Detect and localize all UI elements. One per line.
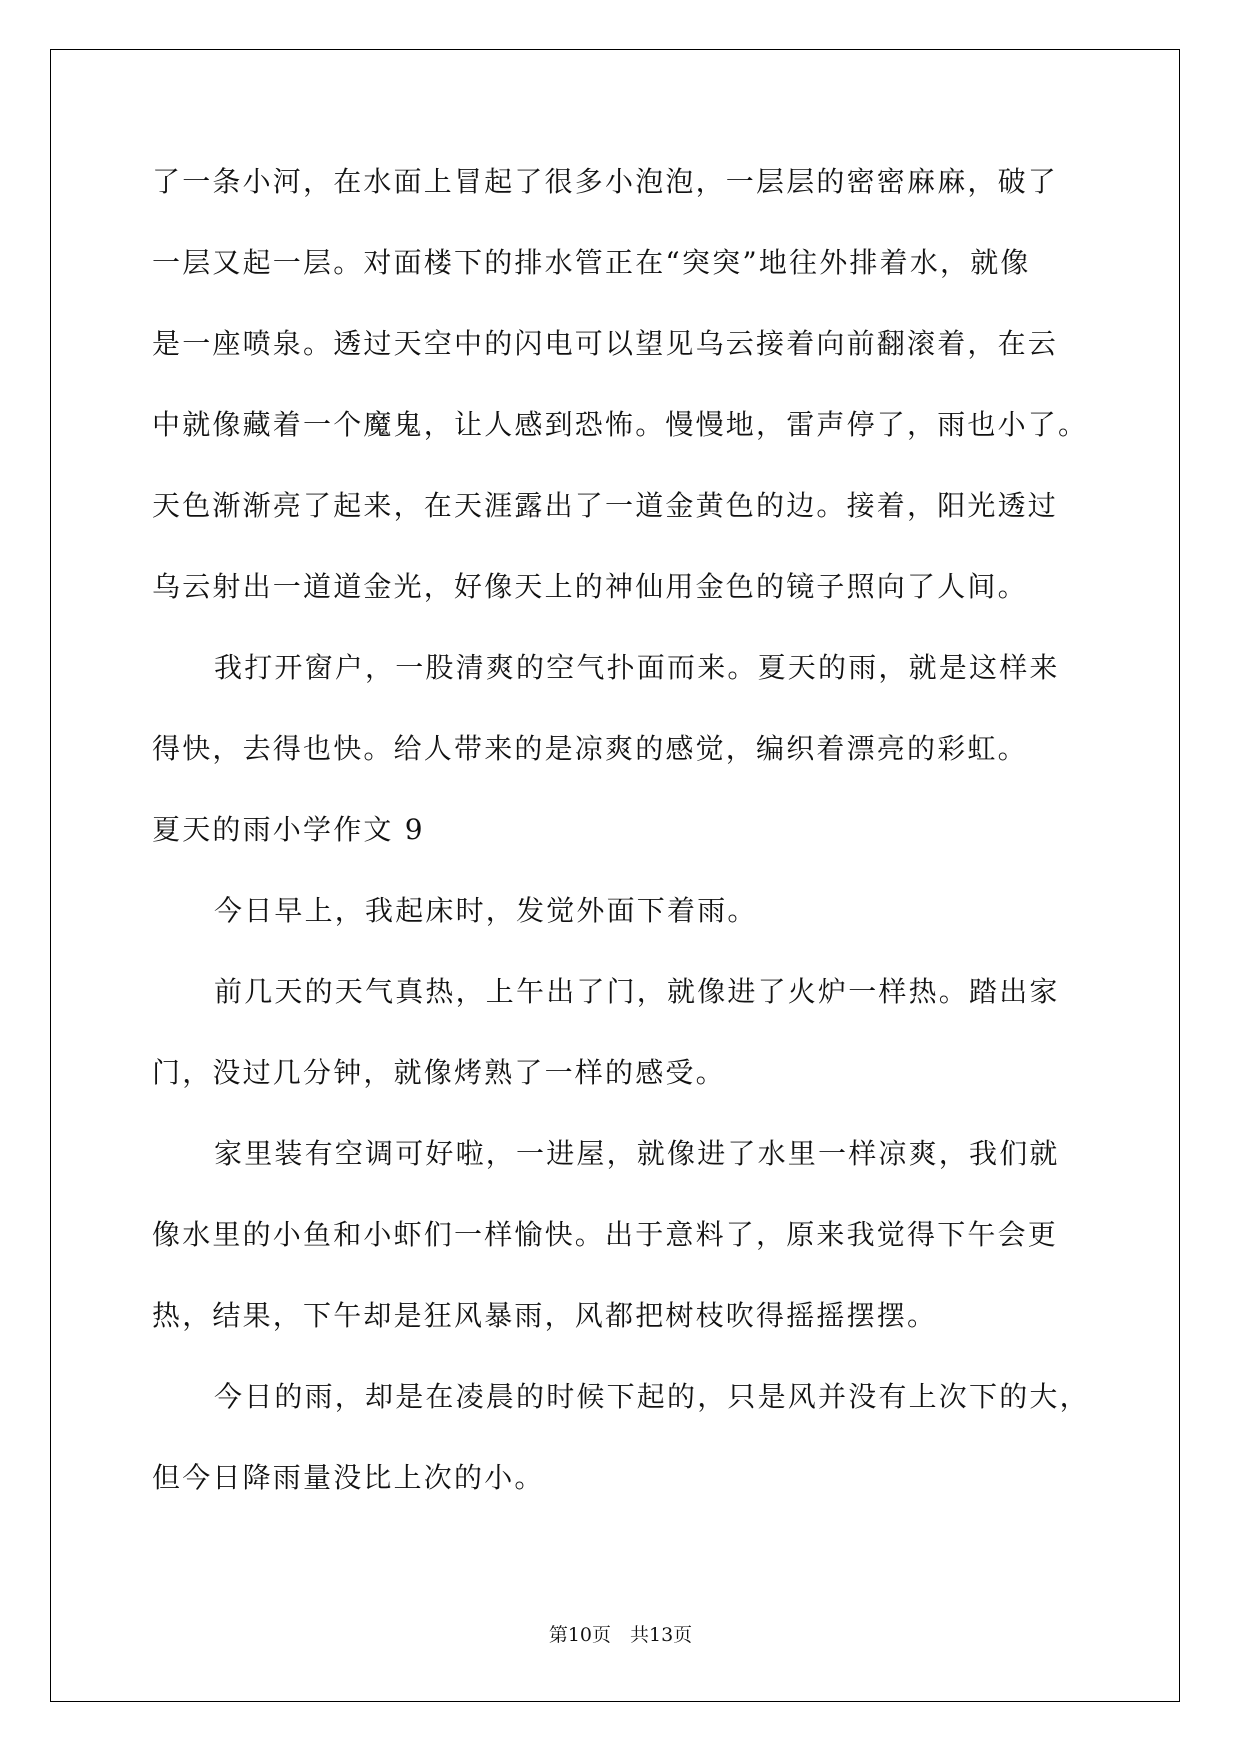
page-number: 第10页 共13页	[548, 1624, 693, 1646]
text-line: 天色渐渐亮了起来，在天涯露出了一道金黄色的边。接着，阳光透过	[152, 489, 1059, 522]
text-line: 像水里的小鱼和小虾们一样愉快。出于意料了，原来我觉得下午会更	[152, 1218, 1059, 1251]
paragraph-start: 今日早上，我起床时，发觉外面下着雨。	[214, 894, 758, 927]
text-line: 乌云射出一道道金光，好像天上的神仙用金色的镜子照向了人间。	[152, 570, 1028, 603]
text-line: 是一座喷泉。透过天空中的闪电可以望见乌云接着向前翻滚着，在云	[152, 327, 1059, 360]
paragraph-start: 家里装有空调可好啦，一进屋，就像进了水里一样凉爽，我们就	[214, 1137, 1060, 1170]
text-line: 门，没过几分钟，就像烤熟了一样的感受。	[152, 1056, 726, 1089]
text-line: 但今日降雨量没比上次的小。	[152, 1461, 545, 1494]
paragraph-start: 前几天的天气真热，上午出了门，就像进了火炉一样热。踏出家	[214, 975, 1060, 1008]
paragraph-start: 我打开窗户，一股清爽的空气扑面而来。夏天的雨，就是这样来	[214, 651, 1060, 684]
text-line: 热，结果，下午却是狂风暴雨，风都把树枝吹得摇摇摆摆。	[152, 1299, 938, 1332]
section-heading: 夏天的雨小学作文 9	[152, 813, 425, 846]
text-line: 中就像藏着一个魔鬼，让人感到恐怖。慢慢地，雷声停了，雨也小了。	[152, 408, 1089, 441]
document-body	[152, 158, 1092, 1535]
paragraph-start: 今日的雨，却是在凌晨的时候下起的，只是风并没有上次下的大，	[214, 1380, 1090, 1413]
text-line: 得快，去得也快。给人带来的是凉爽的感觉，编织着漂亮的彩虹。	[152, 732, 1028, 765]
text-line: 了一条小河，在水面上冒起了很多小泡泡，一层层的密密麻麻，破了	[152, 165, 1059, 198]
text-line: 一层又起一层。对面楼下的排水管正在“突突”地往外排着水，就像	[152, 246, 1031, 279]
